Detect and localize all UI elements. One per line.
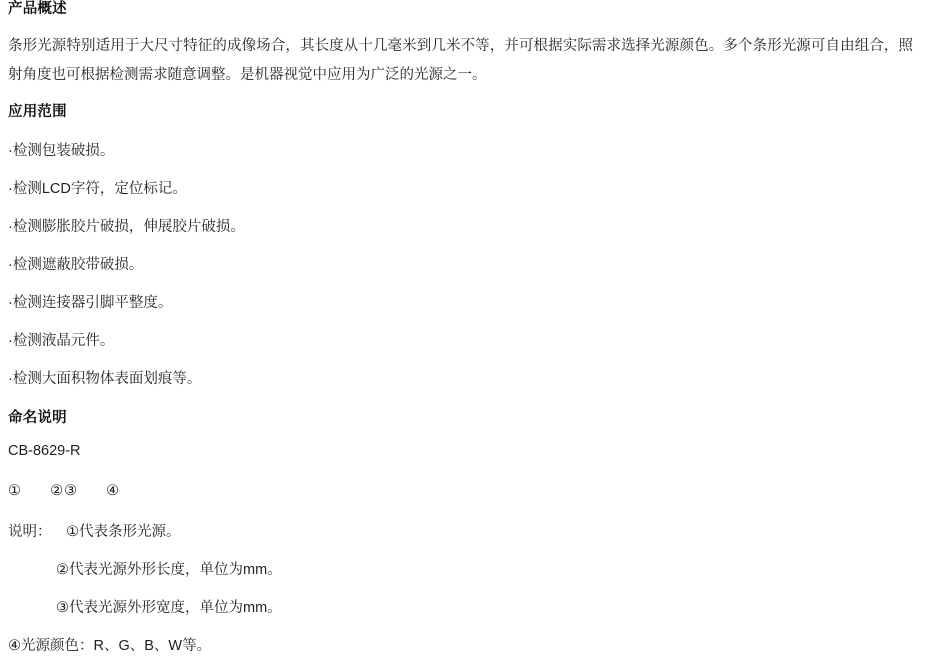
section-heading-overview: 产品概述 [8,1,67,17]
list-item: ·检测大面积物体表面划痕等。 [8,371,202,387]
circle-marker-2-3: ②③ [50,483,79,499]
list-item: ·检测包装破损。 [8,143,115,159]
note-label: 说明： [8,524,52,540]
list-item: ·检测液晶元件。 [8,333,115,349]
circle-markers-row [8,483,120,499]
overview-paragraph: 条形光源特别适用于大尺寸特征的成像场合，其长度从十几毫米到几米不等，并可根据实际需求选择光源颜色。多个条形光源可自由组合，照射角度也可根据检测需求随意调整。是机器视觉中应用为广泛的光源之一。 [8,38,913,83]
section-heading-scope: 应用范围 [8,104,67,120]
note-item-3: ③代表光源外形宽度，单位为mm。 [56,600,282,616]
list-item: ·检测连接器引脚平整度。 [8,295,173,311]
note-item-4: ④光源颜色：R、G、B、W等。 [8,638,212,654]
model-code: CB-8629-R [8,443,81,459]
list-item: ·检测遮蔽胶带破损。 [8,257,144,273]
list-item: ·检测LCD字符，定位标记。 [8,181,187,197]
circle-marker-1: ① [8,483,22,499]
list-item: ·检测膨胀胶片破损，伸展胶片破损。 [8,219,245,235]
note-item-1: ①代表条形光源。 [66,524,181,540]
circle-marker-4: ④ [106,483,121,499]
section-heading-naming: 命名说明 [8,410,67,426]
note-item-2: ②代表光源外形长度，单位为mm。 [56,562,282,578]
